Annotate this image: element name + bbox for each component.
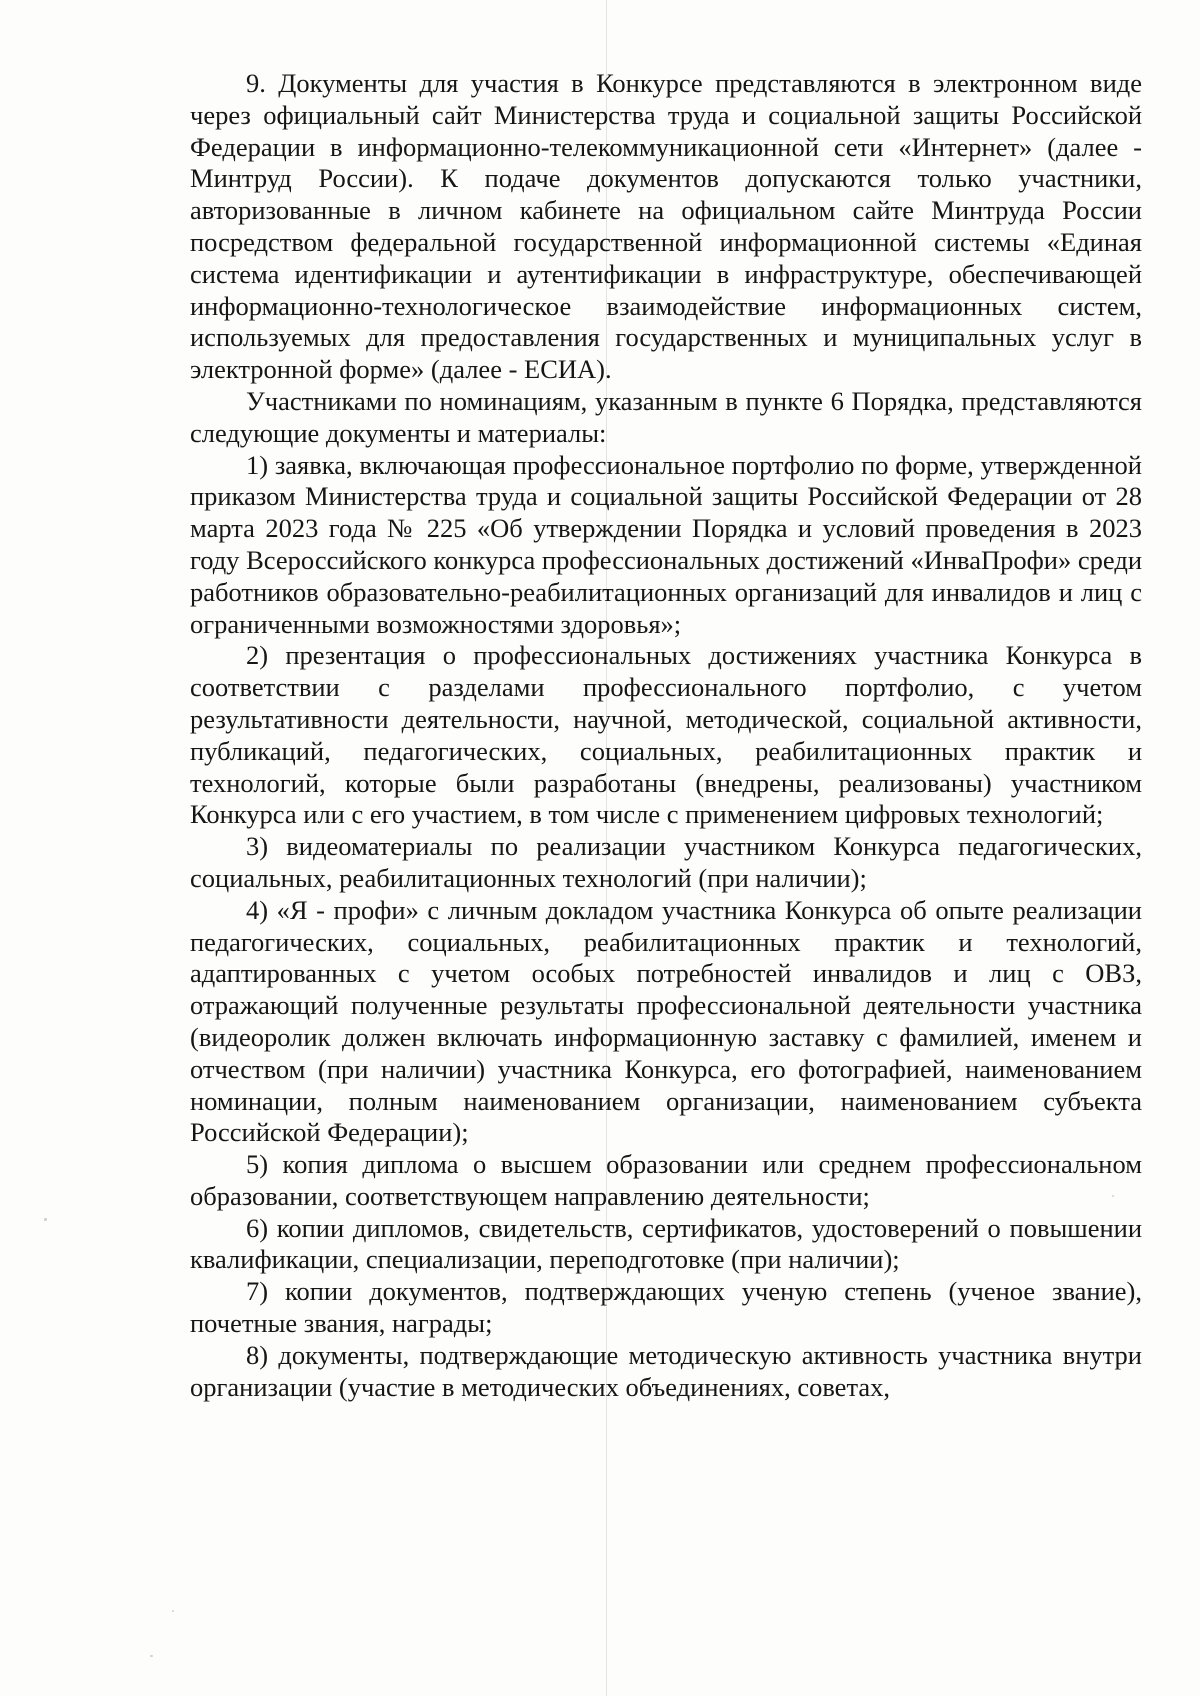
list-item-1: 1) заявка, включающая профессиональное портфолио по форме, утвержденной приказом Министерства труда и социальной защиты Российской Федерации от 28 марта 2023 года № 225 «Об утверждении Порядка и условий проведения в 2023 году Всероссийского конкурса профессиональных достижений «ИнваПрофи» среди работников образовательно-реабилитационных организаций для инвалидов и лиц с ограниченными возможностями здоровья»; (190, 449, 1142, 639)
list-item-6: 6) копии дипломов, свидетельств, сертификатов, удостоверений о повышении квалификации, специализации, переподготовке (при наличии); (190, 1212, 1142, 1275)
scan-noise-speck (44, 1218, 47, 1221)
list-item-7: 7) копии документов, подтверждающих ученую степень (ученое звание), почетные звания, награды; (190, 1276, 1142, 1339)
list-item-3: 3) видеоматериалы по реализации участником Конкурса педагогических, социальных, реабилитационных технологий (при наличии); (190, 831, 1142, 893)
scan-noise-speck (150, 1655, 153, 1657)
list-item-2: 2) презентация о профессиональных достижениях участника Конкурса в соответствии с разделами профессионального портфолио, с учетом результативности деятельности, научной, методической, социальной активности, публикаций, педагогических, социальных, реабилитационных практик и технологий, которые были разработаны (внедрены, реализованы) участником Конкурса или с его участием, в том числе с применением цифровых технологий; (190, 640, 1142, 830)
paragraph-participants-intro: Участниками по номинациям, указанным в пункте 6 Порядка, представляются следующие документы и материалы: (190, 385, 1142, 448)
list-item-8: 8) документы, подтверждающие методическую активность участника внутри организации (участие в методических объединениях, советах, (190, 1339, 1142, 1402)
document-body (190, 68, 1142, 1403)
paragraph-item-9: 9. Документы для участия в Конкурсе представляются в электронном виде через официальный сайт Министерства труда и социальной защиты Российской Федерации в информационно-телекоммуникационной сети «Интернет» (далее - Минтруд России). К подаче документов допускаются только участники, авторизованные в личном кабинете на официальном сайте Минтруда России посредством федеральной государственной информационной системы «Единая система идентификации и аутентификации в инфраструктуре, обеспечивающей информационно-технологическое взаимодействие информационных систем, используемых для предоставления государственных и муниципальных услуг в электронной форме» (далее - ЕСИА). (190, 68, 1142, 385)
scan-noise-speck (172, 1610, 174, 1612)
list-item-4: 4) «Я - профи» с личным докладом участника Конкурса об опыте реализации педагогических, социальных, реабилитационных практик и технологий, адаптированных с учетом особых потребностей инвалидов и лиц с ОВЗ, отражающий полученные результаты профессиональной деятельности участника (видеоролик должен включать информационную заставку с фамилией, именем и отчеством (при наличии) участника Конкурса, его фотографией, наименованием номинации, полным наименованием организации, наименованием субъекта Российской Федерации); (190, 894, 1142, 1148)
list-item-5: 5) копия диплома о высшем образовании или среднем профессиональном образовании, соответствующем направлению деятельности; (190, 1149, 1142, 1211)
